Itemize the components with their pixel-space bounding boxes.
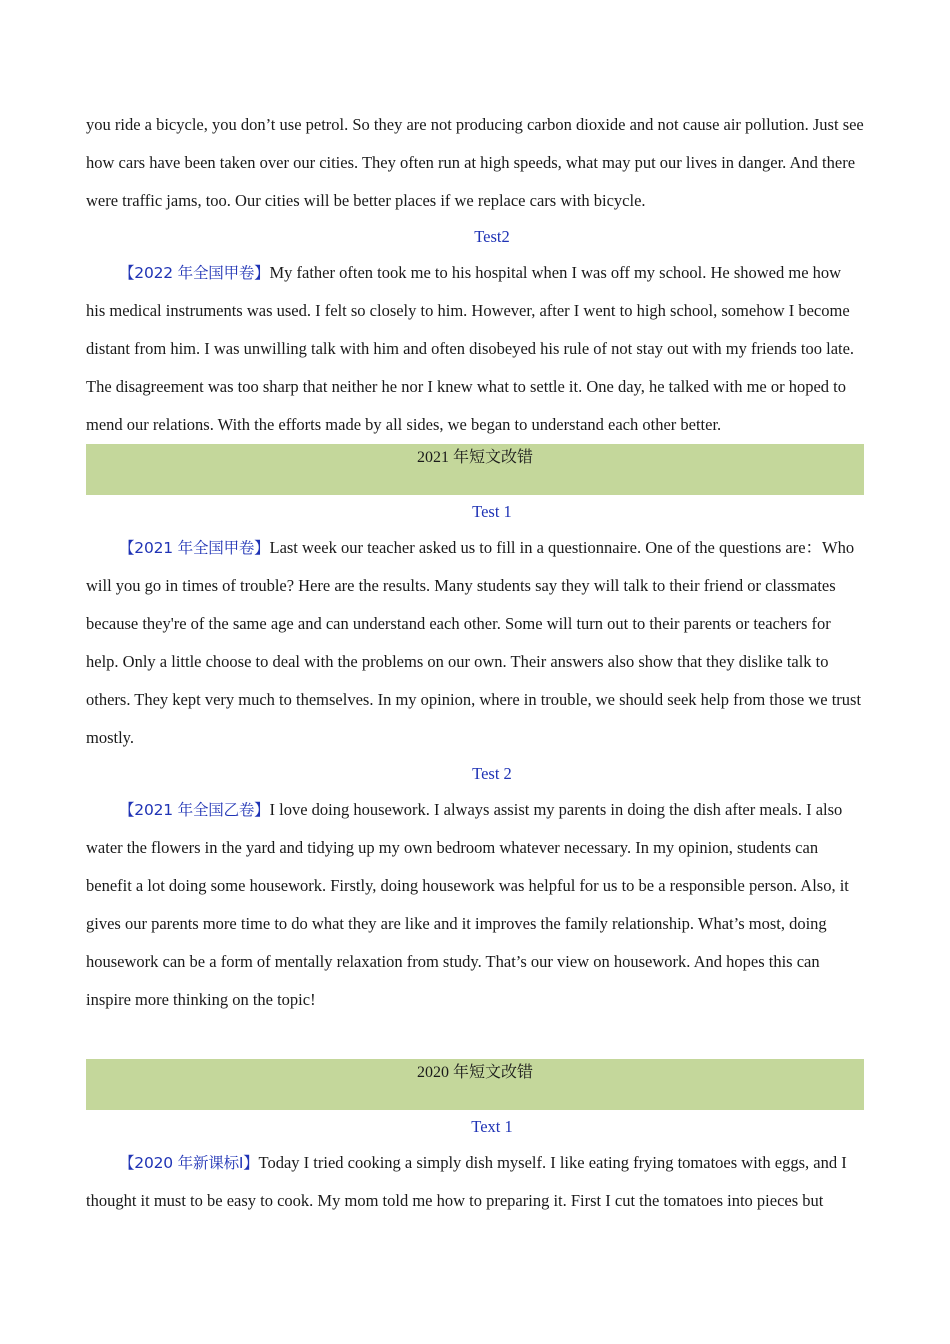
test2-2021-heading: Test 2 xyxy=(472,764,512,783)
intro-paragraph: you ride a bicycle, you don’t use petrol. So they are not producing carbon dioxide and not cause air pollution. Just see how cars have been taken over our cities. They often run at high speeds, what may put our lives in danger. And there were traffic jams, too. Our cities will be better places if we replace cars with bicycle. xyxy=(86,115,864,210)
exam-source-tag: 【2020 年新课标Ⅰ】 xyxy=(119,1154,259,1172)
test1-2021-paragraph xyxy=(86,529,864,757)
test2-2021-paragraph xyxy=(86,791,864,1019)
exam-source-tag: 【2021 年全国甲卷】 xyxy=(119,539,270,557)
test2-text: My father often took me to his hospital when I was off my school. He showed me how his medical instruments was used. I felt so closely to him. However, after I went to high school, somehow I become distant from him. I was unwilling talk with him and often disobeyed his rule of not stay out with my friends too late. The disagreement was too sharp that neither he nor I knew what to settle it. One day, he talked with me or hoped to mend our relations. With the efforts made by all sides, we began to understand each other better. xyxy=(86,263,855,434)
test1-2021-heading: Test 1 xyxy=(472,502,512,521)
text1-2020-heading: Text 1 xyxy=(471,1117,513,1136)
test2-2021-text: I love doing housework. I always assist my parents in doing the dish after meals. I also water the flowers in the yard and tidying up my own bedroom whatever necessary. In my opinion, students can benefit a lot doing some housework. Firstly, doing housework was helpful for us to be a responsible person. Also, it gives our parents more time to do what they are like and it improves the family relationship. What’s most, doing housework can be a form of mentally relaxation from study. That’s our view on housework. And hopes this can inspire more thinking on the topic! xyxy=(86,800,849,1009)
document-page xyxy=(86,106,864,1220)
test2-paragraph xyxy=(86,254,864,444)
text1-2020-paragraph xyxy=(86,1144,864,1220)
exam-source-tag: 【2022 年全国甲卷】 xyxy=(119,264,270,282)
test2-heading: Test2 xyxy=(474,227,510,246)
section-band-2020: 2020 年短文改错 xyxy=(86,1059,864,1110)
section-band-2021: 2021 年短文改错 xyxy=(86,444,864,495)
text1-2020-text: Today I tried cooking a simply dish myself. I like eating frying tomatoes with eggs, and I thought it must to be easy to cook. My mom told me how to preparing it. First I cut the tomatoes into pieces but xyxy=(86,1153,847,1210)
exam-source-tag: 【2021 年全国乙卷】 xyxy=(119,801,270,819)
test1-2021-text: Last week our teacher asked us to fill in a questionnaire. One of the questions are：Who will you go in times of trouble? Here are the results. Many students say they will talk to their friend or classmates because they're of the same age and can understand each other. Some will turn out to their parents or teachers for help. Only a little choose to deal with the problems on our own. Their answers also show that they dislike talk to others. They kept very much to themselves. In my opinion, where in trouble, we should seek help from those we trust mostly. xyxy=(86,538,862,747)
blank-line xyxy=(86,1019,864,1059)
